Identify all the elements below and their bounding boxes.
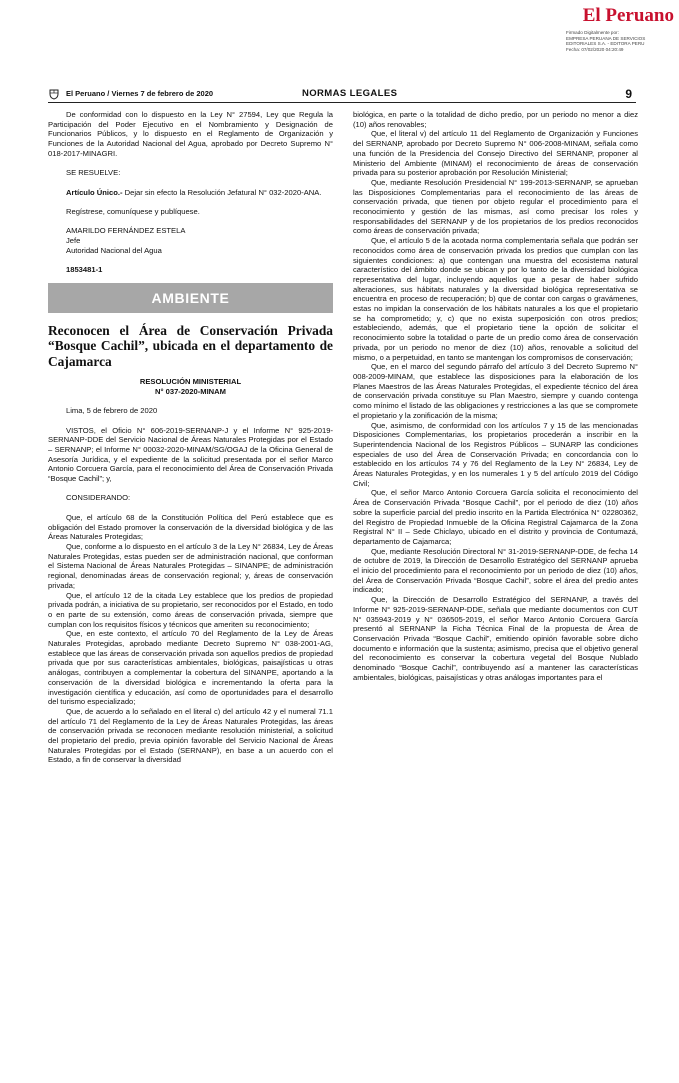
articulo-text: Dejar sin efecto la Resolución Jefatural N° 032-2020-ANA. <box>122 187 322 197</box>
considerando-paragraph: Que, el artículo 12 de la citada Ley establece que los predios de propiedad privada podrán, a iniciativa de su propietario, ser reconocidos por el Estado, en todo o en parte de su extensión, como áreas de conservación privada, siempre que cumplan con los requisitos físicos y técnicos que ameriten su reconocimiento; <box>48 590 333 629</box>
considerando-paragraph: Que, mediante Resolución Presidencial N° 199-2013-SERNANP, se aprueban las Disposiciones Complementarias para el reconocimiento de las áreas de conservación privada, que tienen por objeto regular el procedimiento para el reconocimiento y gestión de las mismas, así como precisar los roles y responsabilidades del SERNANP y de los propietarios de los predios reconocidos como áreas de conservación privada; <box>353 177 638 236</box>
considerando-paragraph: Que, la Dirección de Desarrollo Estratégico del SERNANP, a través del Informe N° 925-2019-SERNANP-DDE, señala que mediante documentos con CUT N° 035943-2019 y N° 036505-2019, el señor Marco Antonio Corcuera García presentó al SERNANP la Ficha Técnica Final de la propuesta de Área de Conservación Privada “Bosque Cachil”, emitiendo opinión favorable sobre dicho documento e información que la sustenta; asimismo, precisa que el objetivo general del reconocimiento es conservar la cobertura vegetal del Bosque Nublado denominado “Bosque Cachil”, contribuyendo así a mantener las características ambientales, biológicas, paisajísticas y otras análogas importantes para el <box>353 595 638 682</box>
se-resuelve: SE RESUELVE: <box>66 168 121 178</box>
considerando-paragraph: Que, el artículo 5 de la acotada norma complementaria señala que podrán ser reconocidos como área de conservación privada los predios que cumplan con las siguientes condiciones: a) que contengan una muestra del ecosistema natural característico del ámbito donde se ubican y por lo tanto de la diversidad biológica representativa del lugar, incluyendo aquellos que a pesar de haber sufrido alteraciones, sus hábitats naturales y la diversidad biológica representativa se encuentra en proceso de recuperación; b) que de contar con cargas o gravámenes, estas no impidan la conservación de los hábitats naturales a los que el propietario se ha comprometido; y, c) que no exista superposición con otros predios; estableciendo, además, que el propietario tiene la opción de solicitar el reconocimiento sobre la totalidad o parte de un predio como área de conservación privada, por un periodo no menor de diez (10) años, renovable a solicitud del mismo, o a perpetuidad, en tanto se mantengan los compromisos de conservación; <box>353 236 638 362</box>
section-banner: AMBIENTE <box>48 283 333 313</box>
header-publication <box>66 89 213 98</box>
signature-line: Firmado Digitalmente por: <box>566 30 619 35</box>
document-code: 1853481-1 <box>66 265 103 275</box>
signature-line: EMPRESA PERUANA DE SERVICIOS <box>566 35 646 41</box>
paragraph: De conformidad con lo dispuesto en la Ley N° 27594, Ley que Regula la Participación del Poder Ejecutivo en el Nombramiento y Designación de Funcionarios Públicos, y lo dispuesto en el Reglamento de Organización y Funciones de la Autoridad Nacional del Agua, aprobado por Decreto Supremo N° 018-2017-MINAGRI. <box>48 110 333 158</box>
considerando-paragraph: Que, conforme a lo dispuesto en el artículo 3 de la Ley N° 26834, Ley de Áreas Naturales Protegidas, estas pueden ser de administración nacional, que conforman el Sistema Nacional de Áreas Naturales Protegidas – SINANPE; de administración regional, denominadas áreas de conservación regional; y, áreas de conservación privada; <box>48 541 333 590</box>
registrese: Regístrese, comuníquese y publíquese. <box>66 206 200 216</box>
resolution-title: RESOLUCIÓN MINISTERIAL <box>139 377 242 387</box>
digital-signature-block <box>566 6 674 52</box>
publication-name: El Peruano <box>66 89 106 98</box>
considerando-paragraph: Que, mediante Resolución Directoral N° 31-2019-SERNANP-DDE, de fecha 14 de octubre de 2019, la Dirección de Desarrollo Estratégico del SERNANP aprueba el inicio del procedimiento para el reconocimiento por un periodo de diez (10) años, del Área de Conservación Privada “Bosque Cachil”, sobre el área del predio antes indicado; <box>353 546 638 595</box>
signature-line: Fecha: 07/02/2020 04:20:49 <box>566 46 624 52</box>
considerando-paragraph: Que, asimismo, de conformidad con los artículos 7 y 15 de las mencionadas Disposiciones Complementarias, los propietarios procederán a inscribir en la Superintendencia Nacional de los Registros Públicos – SUNARP las condiciones especiales de uso del Área de Conservación Privada; en concordancia con lo establecido en los artículos 74 y 76 del Reglamento de la Ley N° 26834, Ley de Áreas Naturales Protegidas, y en los numerales 1 y 5 del artículo 2019 del Código Civil; <box>353 420 638 488</box>
el-peruano-logo: El Peruano <box>582 5 674 26</box>
considerando-paragraph: Que, en el marco del segundo párrafo del artículo 3 del Decreto Supremo N° 008-2009-MINAM, que establece las disposiciones para la elaboración de los Planes Maestros de las Áreas Naturales Protegidas, el expediente técnico del área de conservación privada constituye su Plan Maestro, siempre y cuando contenga como mínimo el listado de las obligaciones y restricciones a las que se compromete el propietario y la zonificación de la misma; <box>353 362 638 420</box>
page-header <box>48 88 636 103</box>
considerando-paragraph: Que, el literal v) del artículo 11 del Reglamento de Organización y Funciones del SERNANP, aprobado por Decreto Supremo N° 006-2008-MINAM, señala como una función de la Presidencia del Consejo Directivo del SERNANP, proponer al Ministerio del Ambiente (MINAM) el reconocimiento de áreas de conservación privada para su posterior aprobación por Resolución Ministerial; <box>353 129 638 178</box>
vistos: VISTOS, el Oficio N° 606-2019-SERNANP-J y el Informe N° 925-2019-SERNANP-DDE del Servicio Nacional de Áreas Naturales Protegidas por el Estado – SERNANP; el Informe N° 00032-2020-MINAM/SG/OGAJ de la Oficina General de Asesoría Jurídica, y el expediente de la solicitud presentada por el señor Marco Antonio Corcuera García, para el reconocimiento del Área de Conservación Privada “Bosque Cachil”; y, <box>48 425 333 484</box>
place-date: Lima, 5 de febrero de 2020 <box>66 406 158 416</box>
resolution-number: N° 037-2020-MINAM <box>155 386 226 396</box>
column-right <box>353 110 638 1070</box>
considerando-paragraph: Que, de acuerdo a lo señalado en el literal c) del artículo 42 y el numeral 71.1 del artículo 71 del Reglamento de la Ley de Áreas Naturales Protegidas, las áreas de conservación privada se reconocen mediante resolución ministerial, a solicitud del propietario del predio, previa opinión favorable del Servicio Nacional de Áreas Naturales Protegidas por el Estado (SERNANP), en base a un acuerdo con el Estado, a fin de conservar la diversidad <box>48 706 333 765</box>
signature-lines <box>566 30 674 52</box>
signatory-name: AMARILDO FERNÁNDEZ ESTELA <box>66 226 186 236</box>
considerando-paragraph: biológica, en parte o la totalidad de dicho predio, por un periodo no menor a diez (10) años renovables; <box>353 110 638 129</box>
signature-line: EDITORIALES S.A. - EDITORA PERU <box>566 41 645 47</box>
publication-date: / Viernes 7 de febrero de 2020 <box>107 89 214 98</box>
section-title: NORMAS LEGALES <box>302 88 398 99</box>
column-left <box>48 110 333 1070</box>
signatory-role: Jefe <box>66 236 81 246</box>
signatory-org: Autoridad Nacional del Agua <box>66 245 162 255</box>
articulo-label: Artículo Único.- <box>66 187 123 197</box>
document-title: Reconocen el Área de Conservación Privada “Bosque Cachil”, ubicada en el departamento de Cajamarca <box>48 322 333 369</box>
coat-of-arms-icon <box>48 88 60 100</box>
articulo-unico <box>48 188 333 198</box>
page-number: 9 <box>625 87 632 101</box>
considerando: CONSIDERANDO: <box>66 493 131 503</box>
considerando-paragraph: Que, el señor Marco Antonio Corcuera García solicita el reconocimiento del Área de Conservación Privada “Bosque Cachil”, por el periodo de diez (10) años sobre la superficie parcial del predio inscrito en la Partida Electrónica N° 02280362, del Registro de Propiedad Inmueble de la Oficina Registral Cajamarca de la Zona Registral N° II – Sede Chiclayo, ubicado en el distrito y provincia de Contumazá, departamento de Cajamarca; <box>353 488 638 546</box>
considerando-paragraph: Que, en este contexto, el artículo 70 del Reglamento de la Ley de Áreas Naturales Protegidas, aprobado mediante Decreto Supremo N° 038-2001-AG, establece que las áreas de conservación privada son aquellos predios de propiedad privada que por sus características ambientales, biológicas, paisajísticas u otras análogas, contribuyen a complementar la cobertura del SINANPE, aportando a la conservación de la diversidad biológica e incrementando la oferta para la investigación científica y educación, así como de oportunidades para el desarrollo del turismo especializado; <box>48 629 333 707</box>
considerando-paragraph: Que, el artículo 68 de la Constitución Política del Perú establece que es obligación del Estado promover la conservación de la diversidad biológica y de las Áreas Naturales Protegidas; <box>48 512 333 542</box>
